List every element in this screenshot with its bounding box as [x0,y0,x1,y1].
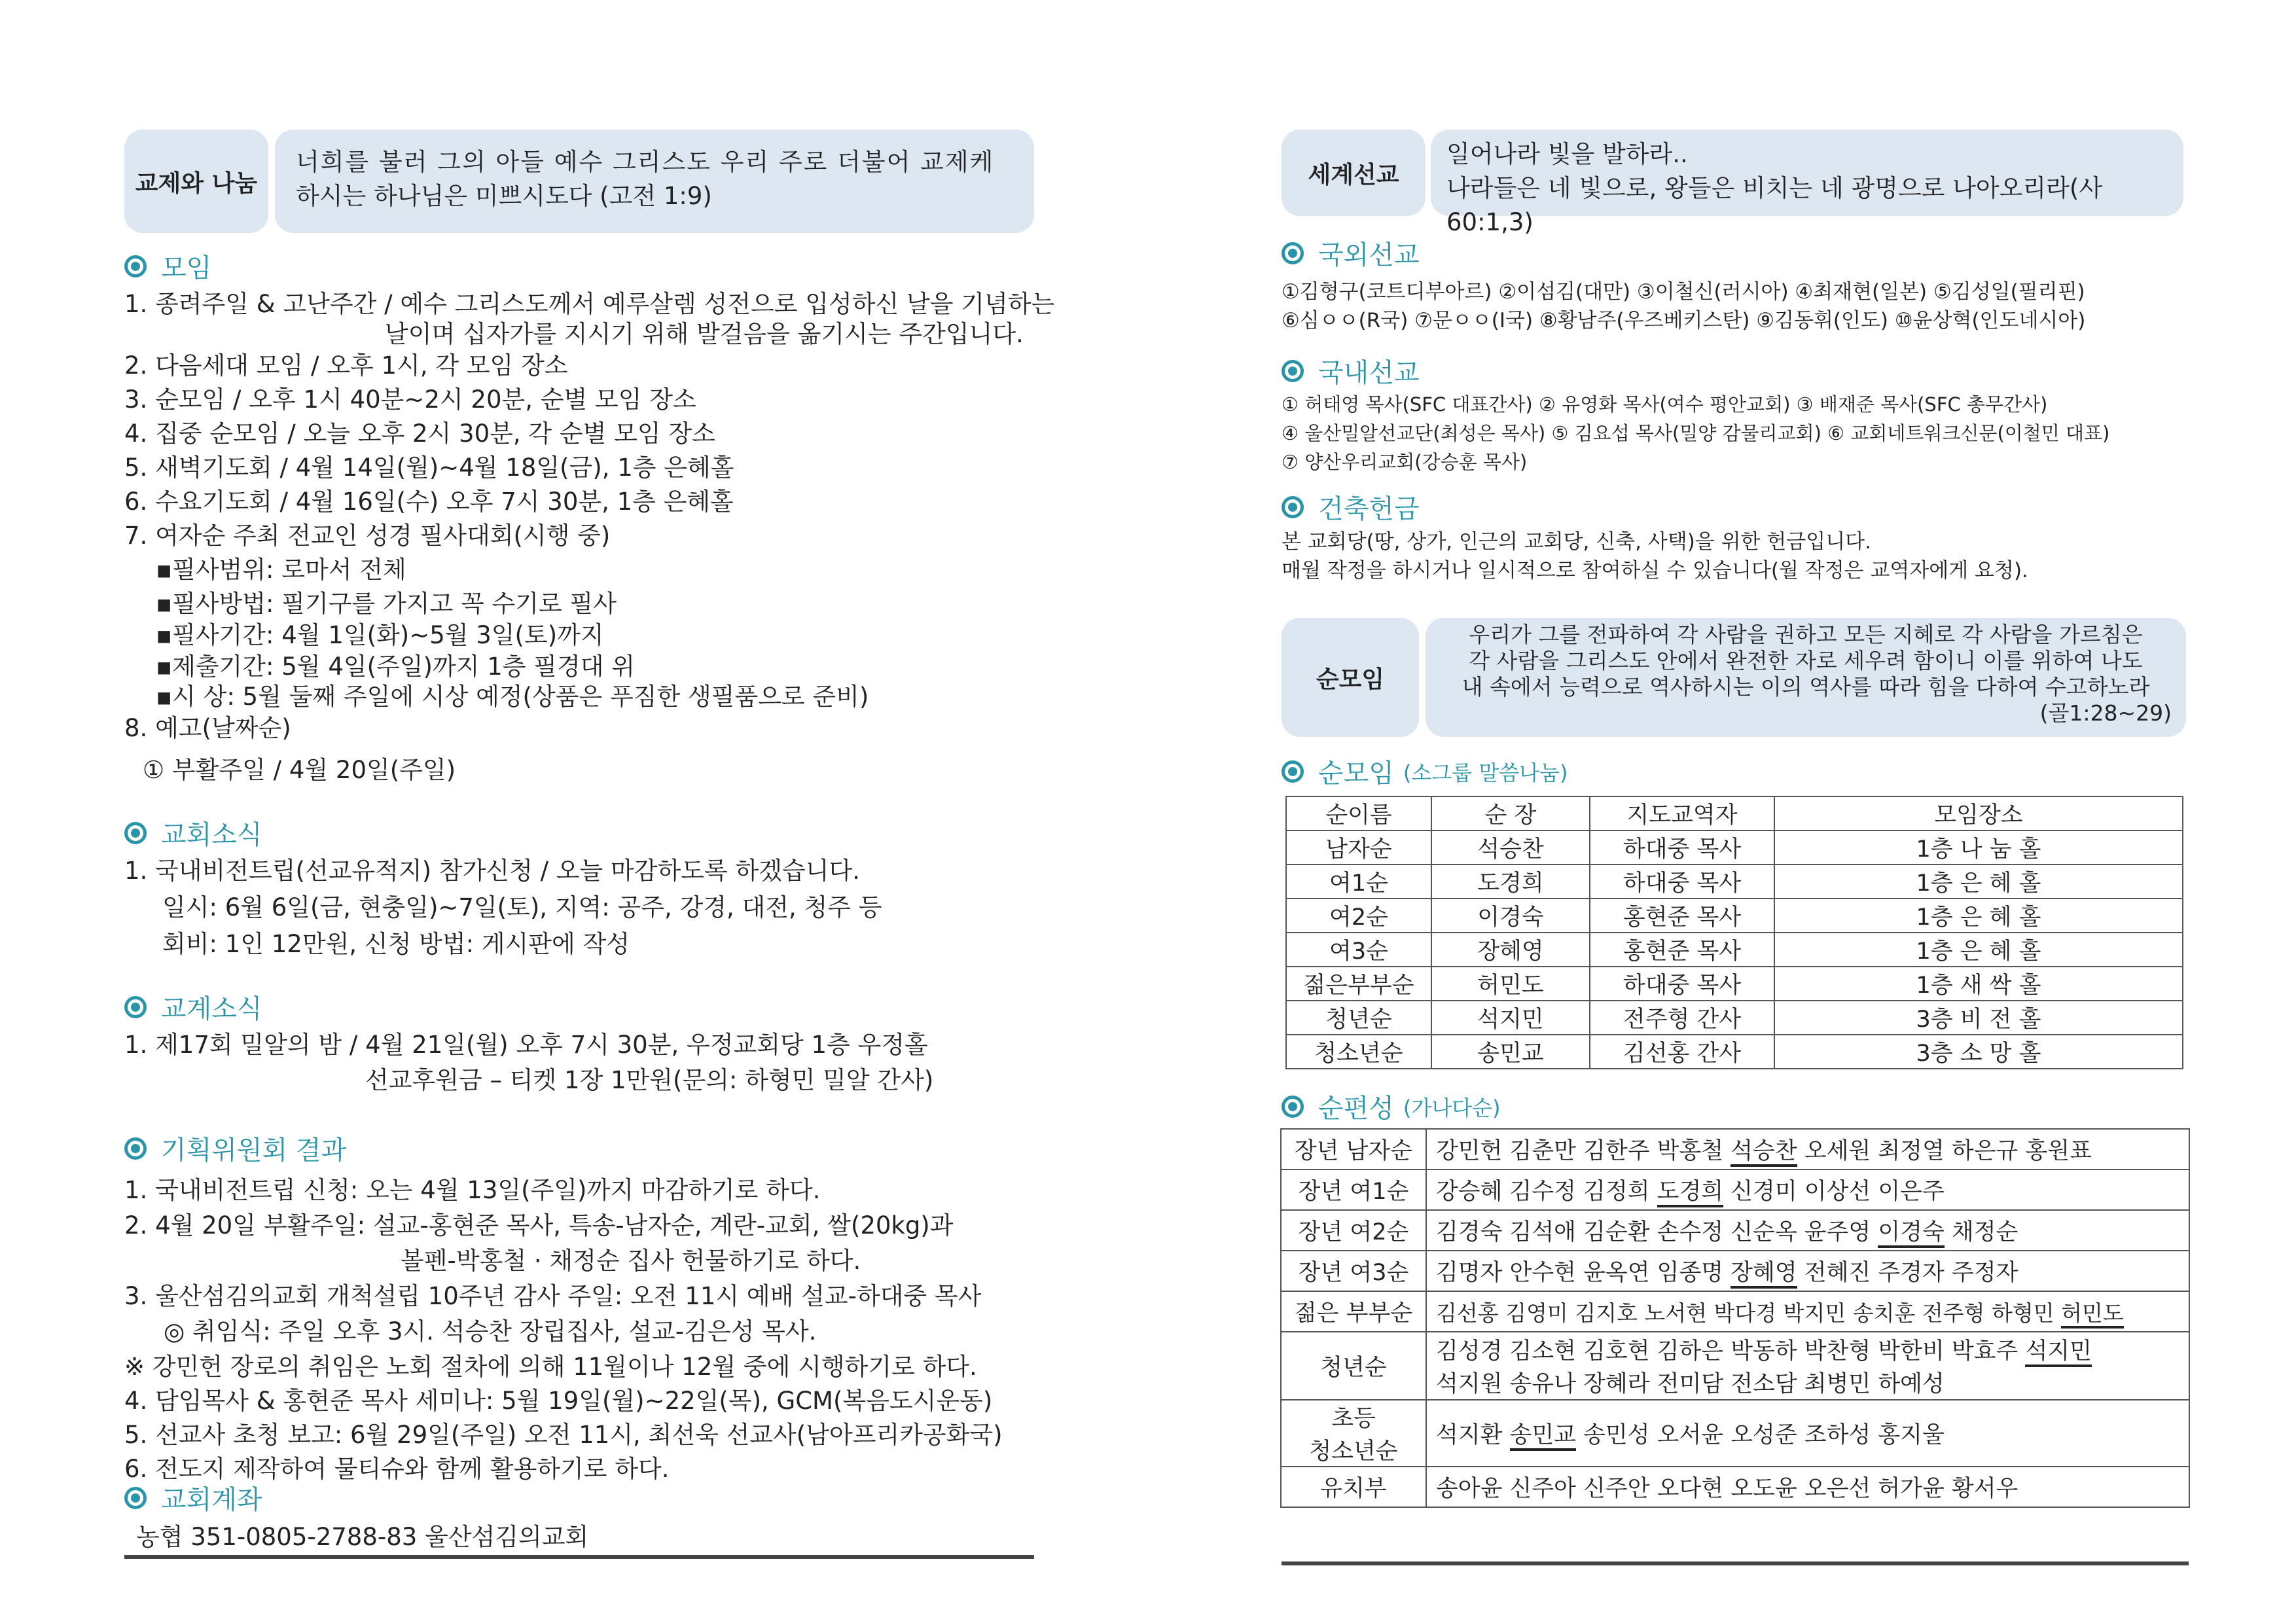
denom-news-heading [124,988,262,1026]
name-list: 김선홍 김영미 김지호 노서현 박다경 박지민 송치훈 전주형 하형민 [1436,1300,2062,1326]
table-row [1281,1400,2189,1467]
cell-verse-line: (골1:28~29) [2039,700,2172,726]
table-row [1281,1129,2189,1169]
section-bullet-icon [124,822,147,844]
table-row [1281,1332,2189,1400]
table-row [1286,1001,2183,1035]
table-cell-key: 장년 여3순 [1281,1251,1426,1291]
key-line: 초등 [1331,1406,1376,1432]
table-cell-key: 유치부 [1281,1467,1426,1507]
table-row [1286,967,2183,1001]
mission-verse [1431,130,2183,236]
planning-line: 4. 담임목사 & 홍현준 목사 세미나: 5월 19일(월)~22일(목), GCM(복음도시운동) [124,1387,993,1415]
denom-news-line: 선교후원금 – 티켓 1장 1만원(문의: 하형민 밀알 간사) [365,1066,934,1094]
meeting-line: 1. 종려주일 & 고난주간 / 예수 그리스도께서 예루살렘 성전으로 입성하신 날을 기념하는 [124,290,1055,318]
section-bullet-icon [1282,1096,1304,1118]
table-cell-key: 장년 여1순 [1281,1169,1426,1210]
leader-name: 허민도 [2061,1300,2124,1329]
church-news-line: 회비: 1인 12만원, 신청 방법: 게시판에 작성 [162,930,630,958]
table-cell: 이경숙 [1431,899,1590,933]
left-bottom-rule [124,1555,1034,1559]
building-line: 본 교회당(땅, 상가, 인근의 교회당, 신축, 사택)을 위한 헌금입니다. [1282,530,1871,554]
domestic-heading [1282,352,1420,389]
table-cell: 청년순 [1286,1001,1431,1035]
table-cell-names [1426,1251,2189,1291]
leader-name: 장혜영 [1731,1260,1797,1289]
building-line: 매월 작정을 하시거나 일시적으로 참여하실 수 있습니다(월 작정은 교역자에게 요청). [1282,559,2028,582]
table-cell: 석지민 [1431,1001,1590,1035]
planning-line: 볼펜-박홍철 · 채정순 집사 헌물하기로 하다. [401,1247,861,1275]
table-row [1281,1169,2189,1210]
leader-name: 도경희 [1657,1179,1723,1207]
church-news-line: 일시: 6월 6일(금, 현충일)~7일(토), 지역: 공주, 강경, 대전, 청주 등 [162,893,882,921]
overseas-title: 국외선교 [1318,240,1420,270]
account-heading [124,1479,262,1516]
domestic-line: ⑦ 양산우리교회(강승훈 목사) [1282,451,1528,473]
domestic-line: ④ 울산밀알선교단(최성은 목사) ⑤ 김요섭 목사(밀양 감물리교회) ⑥ 교회네트워크신문(이철민 대표) [1282,422,2110,444]
name-list: 김성경 김소현 김호현 김하은 박동하 박찬형 박한비 박효주 [1436,1338,2026,1364]
meeting-heading [124,247,211,285]
meeting-line: 6. 수요기도회 / 4월 16일(수) 오후 7시 30분, 1층 은혜홀 [124,488,734,516]
table-header-row [1286,796,2183,830]
meeting-line: 4. 집중 순모임 / 오늘 오후 2시 30분, 각 순별 모임 장소 [124,419,715,448]
table-cell: 1층 나 눔 홀 [1774,830,2183,865]
leader-name: 석승찬 [1731,1138,1797,1167]
table-row [1286,865,2183,899]
table-row [1281,1467,2189,1507]
name-list: 강민헌 김춘만 김한주 박홍철 [1436,1138,1731,1164]
table-cell: 홍현준 목사 [1590,933,1774,967]
name-list: 강승혜 김수정 김정희 [1436,1179,1657,1205]
table-cell: 하대중 목사 [1590,967,1774,1001]
table-cell: 석승찬 [1431,830,1590,865]
table-cell-names [1426,1400,2189,1467]
leader-name: 이경숙 [1878,1219,1944,1248]
table-row [1281,1291,2189,1332]
planning-heading [124,1130,346,1167]
table-header: 모임장소 [1774,796,2183,830]
table-cell-key [1281,1400,1426,1467]
cell-org-heading [1282,1088,1501,1125]
planning-line: 3. 울산섬김의교회 개척설립 10주년 감사 주일: 오전 11시 예배 설교-하대중 목사 [124,1282,982,1310]
table-cell: 남자순 [1286,830,1431,865]
table-cell: 전주형 간사 [1590,1001,1774,1035]
fellowship-verse-line: 너희를 불러 그의 아들 예수 그리스도 우리 주로 더불어 교제케 [296,148,995,176]
section-bullet-icon [1282,496,1304,518]
meeting-line: 7. 여자순 주최 전교인 성경 필사대회(시행 중) [124,522,611,550]
section-bullet-icon [124,255,147,277]
name-list: 석지환 [1436,1422,1510,1448]
table-cell-names [1426,1129,2189,1169]
fellowship-verse-line: 하시는 하나님은 미쁘시도다 (고전 1:9) [296,182,712,210]
table-cell: 3층 비 전 홀 [1774,1001,2183,1035]
key-line: 청소년순 [1309,1438,1398,1465]
table-cell: 홍현준 목사 [1590,899,1774,933]
meeting-line: ▪필사기간: 4월 1일(화)~5월 3일(토)까지 [156,621,604,649]
name-list: 오세원 최정열 하은규 홍원표 [1797,1138,2092,1164]
table-cell: 1층 은 혜 홀 [1774,865,2183,899]
section-bullet-icon [124,1137,147,1160]
account-text: 농협 351-0805-2788-83 울산섬김의교회 [136,1523,589,1551]
meeting-line: 3. 순모임 / 오후 1시 40분~2시 20분, 순별 모임 장소 [124,385,696,414]
table-cell-names [1426,1210,2189,1251]
table-cell-key: 장년 여2순 [1281,1210,1426,1251]
table-cell-names [1426,1332,2189,1400]
table-cell-key: 청년순 [1281,1332,1426,1400]
table-cell: 여3순 [1286,933,1431,967]
table-cell: 송민교 [1431,1035,1590,1069]
table-cell-names [1426,1467,2189,1507]
meeting-line: 8. 예고(날짜순) [124,714,291,742]
planning-line: 1. 국내비전트립 신청: 오는 4월 13일(주일)까지 마감하기로 하다. [124,1176,821,1204]
overseas-line: ①김형구(코트디부아르) ②이섬김(대만) ③이철신(러시아) ④최재현(일본) ⑤김성일(필리핀) [1282,280,2085,304]
table-row [1281,1210,2189,1251]
name-list: 전혜진 주경자 주정자 [1797,1260,2018,1286]
account-title: 교회계좌 [161,1485,262,1515]
cell-org-table [1280,1128,2190,1508]
planning-line: 6. 전도지 제작하여 물티슈와 함께 활용하기로 하다. [124,1455,670,1483]
table-cell: 하대중 목사 [1590,865,1774,899]
cell-meeting-heading [1282,753,1568,790]
name-list: 신경미 이상선 이은주 [1723,1179,1945,1205]
leader-name: 송민교 [1510,1422,1576,1451]
cell-verse-line: 우리가 그를 전파하여 각 사람을 권하고 모든 지혜로 각 사람을 가르침은 [1469,622,2143,647]
table-row [1286,830,2183,865]
table-cell: 도경희 [1431,865,1590,899]
table-cell: 여2순 [1286,899,1431,933]
fellowship-verse [275,130,1034,233]
table-cell: 김선홍 간사 [1590,1035,1774,1069]
planning-line: 5. 선교사 초청 보고: 6월 29일(주일) 오전 11시, 최선욱 선교사(남아프리카공화국) [124,1421,1003,1449]
cell-meeting-table [1285,796,2183,1069]
table-cell: 하대중 목사 [1590,830,1774,865]
table-cell: 여1순 [1286,865,1431,899]
table-header: 지도교역자 [1590,796,1774,830]
building-title: 건축헌금 [1318,494,1420,524]
meeting-line: ▪제출기간: 5월 4일(주일)까지 1층 필경대 위 [156,652,635,681]
meeting-line: ▪필사방법: 필기구를 가지고 꼭 수기로 필사 [156,590,617,618]
denom-news-title: 교계소식 [161,994,262,1024]
cell-verse-line: 내 속에서 능력으로 역사하시는 이의 역사를 따라 힘을 다하여 수고하노라 [1462,674,2150,700]
table-cell: 1층 은 혜 홀 [1774,933,2183,967]
table-cell: 청소년순 [1286,1035,1431,1069]
table-header: 순 장 [1431,796,1590,830]
meeting-line: 날이며 십자가를 지시기 위해 발걸음을 옮기시는 주간입니다. [385,320,1024,348]
right-bottom-rule [1282,1561,2189,1565]
cell-tag: 순모임 [1282,618,1419,737]
mission-tag: 세계선교 [1282,130,1426,216]
fellowship-tag: 교제와 나눔 [124,130,268,233]
planning-line: 2. 4월 20일 부활주일: 설교-홍현준 목사, 특송-남자순, 계란-교회, 쌀(20kg)과 [124,1211,954,1240]
meeting-line: 5. 새벽기도회 / 4월 14일(월)~4월 18일(금), 1층 은혜홀 [124,454,734,482]
table-cell: 젊은부부순 [1286,967,1431,1001]
cell-verse-line: 각 사람을 그리스도 안에서 완전한 자로 세우려 함이니 이를 위하여 나도 [1469,648,2143,673]
section-bullet-icon [124,996,147,1018]
overseas-heading [1282,234,1420,272]
cell-org-title: 순편성 [1318,1094,1394,1124]
table-row [1286,933,2183,967]
table-cell: 1층 새 싹 홀 [1774,967,2183,1001]
cell-meeting-subtitle: (소그룹 말씀나눔) [1403,760,1568,785]
section-bullet-icon [1282,760,1304,783]
table-cell: 장혜영 [1431,933,1590,967]
meeting-line: ① 부활주일 / 4월 20일(주일) [143,756,456,784]
overseas-line: ⑥심ㅇㅇ(R국) ⑦문ㅇㅇ(I국) ⑧황남주(우즈베키스탄) ⑨김동휘(인도) ⑩윤상혁(인도네시아) [1282,309,2086,332]
meeting-line: ▪필사범위: 로마서 전체 [156,556,406,584]
table-cell: 1층 은 혜 홀 [1774,899,2183,933]
church-news-heading [124,814,262,851]
church-news-line: 1. 국내비전트립(선교유적지) 참가신청 / 오늘 마감하도록 하겠습니다. [124,857,860,885]
meeting-line: 2. 다음세대 모임 / 오후 1시, 각 모임 장소 [124,351,568,380]
table-cell: 허민도 [1431,967,1590,1001]
table-row [1281,1251,2189,1291]
name-list: 송민성 오서윤 오성준 조하성 홍지울 [1576,1422,1945,1448]
cell-verse [1426,618,2186,737]
name-line [1436,1333,2179,1366]
meeting-line: ▪시 상: 5월 둘째 주일에 시상 예정(상품은 푸짐한 생필품으로 준비) [156,683,869,711]
table-row [1286,899,2183,933]
mission-verse-line: 나라들은 네 빛으로, 왕들은 비치는 네 광명으로 나아오리라(사60:1,3) [1446,174,2103,236]
planning-line: ◎ 취임식: 주일 오후 3시. 석승찬 장립집사, 설교-김은성 목사. [164,1317,817,1346]
domestic-title: 국내선교 [1318,358,1420,388]
table-cell-names [1426,1169,2189,1210]
leader-name: 석지민 [2025,1338,2091,1367]
table-cell-names [1426,1291,2189,1332]
name-list: 송아윤 신주아 신주안 오다현 오도윤 오은선 허가윤 황서우 [1436,1476,2018,1502]
mission-verse-line: 일어나라 빛을 발하라.. [1446,140,1688,168]
domestic-line: ① 허태영 목사(SFC 대표간사) ② 유영화 목사(여수 평안교회) ③ 배재준 목사(SFC 총무간사) [1282,393,2048,416]
cell-org-subtitle: (가나다순) [1403,1095,1501,1120]
name-list: 김명자 안수현 윤옥연 임종명 [1436,1260,1731,1286]
name-list: 채정순 [1944,1219,2018,1245]
church-news-title: 교회소식 [161,820,262,850]
section-bullet-icon [1282,242,1304,264]
planning-line: ※ 강민헌 장로의 취임은 노회 절차에 의해 11월이나 12월 중에 시행하기로 하다. [124,1353,977,1381]
table-cell-key: 젊은 부부순 [1281,1291,1426,1332]
section-bullet-icon [1282,360,1304,382]
planning-title: 기획위원회 결과 [161,1135,347,1166]
table-cell-key: 장년 남자순 [1281,1129,1426,1169]
table-row [1286,1035,2183,1069]
meeting-title: 모임 [161,253,212,283]
building-heading [1282,488,1420,526]
table-header: 순이름 [1286,796,1431,830]
name-list: 김경숙 김석애 김순환 손수정 신순옥 윤주영 [1436,1219,1878,1245]
cell-meeting-title: 순모임 [1318,758,1394,789]
table-cell: 3층 소 망 홀 [1774,1035,2183,1069]
name-line: 석지원 송유나 장혜라 전미담 전소담 최병민 하예성 [1436,1371,1945,1397]
denom-news-line: 1. 제17회 밀알의 밤 / 4월 21일(월) 오후 7시 30분, 우정교회당 1층 우정홀 [124,1031,928,1059]
section-bullet-icon [124,1487,147,1509]
